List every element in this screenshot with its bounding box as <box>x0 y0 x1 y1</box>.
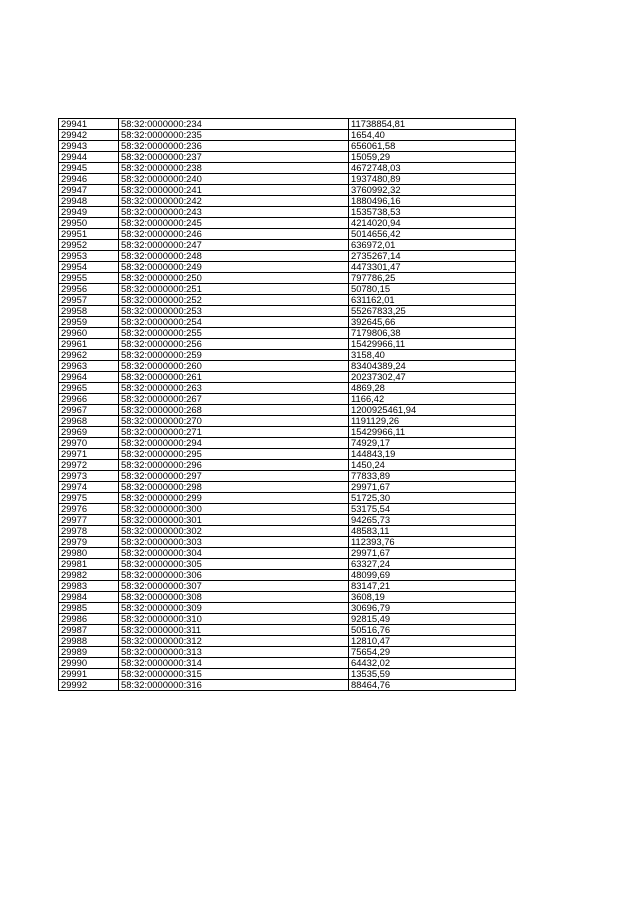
table-row <box>59 614 516 625</box>
table-row <box>59 515 516 526</box>
row-number-cell: 29990 <box>59 658 119 669</box>
cadastral-number-cell: 58:32:0000000:235 <box>119 130 349 141</box>
row-number-cell: 29949 <box>59 207 119 218</box>
cadastral-number-cell: 58:32:0000000:234 <box>119 119 349 130</box>
row-number-cell: 29950 <box>59 218 119 229</box>
table-row <box>59 317 516 328</box>
row-number-cell: 29958 <box>59 306 119 317</box>
cadastral-number-cell: 58:32:0000000:238 <box>119 163 349 174</box>
value-cell: 50780,15 <box>349 284 516 295</box>
table-row <box>59 306 516 317</box>
cadastral-number-cell: 58:32:0000000:301 <box>119 515 349 526</box>
row-number-cell: 29983 <box>59 581 119 592</box>
row-number-cell: 29956 <box>59 284 119 295</box>
value-cell: 3608,19 <box>349 592 516 603</box>
value-cell: 1654,40 <box>349 130 516 141</box>
value-cell: 20237302,47 <box>349 372 516 383</box>
cadastral-number-cell: 58:32:0000000:254 <box>119 317 349 328</box>
table-row <box>59 625 516 636</box>
cadastral-number-cell: 58:32:0000000:252 <box>119 295 349 306</box>
cadastral-number-cell: 58:32:0000000:305 <box>119 559 349 570</box>
cadastral-number-cell: 58:32:0000000:251 <box>119 284 349 295</box>
value-cell: 92815,49 <box>349 614 516 625</box>
value-cell: 2735267,14 <box>349 251 516 262</box>
table-row <box>59 163 516 174</box>
value-cell: 1535738,53 <box>349 207 516 218</box>
table-row <box>59 240 516 251</box>
table-row <box>59 350 516 361</box>
value-cell: 7179806,38 <box>349 328 516 339</box>
value-cell: 63327,24 <box>349 559 516 570</box>
value-cell: 74929,17 <box>349 438 516 449</box>
row-number-cell: 29948 <box>59 196 119 207</box>
value-cell: 64432,02 <box>349 658 516 669</box>
row-number-cell: 29977 <box>59 515 119 526</box>
value-cell: 1200925461,94 <box>349 405 516 416</box>
table-row <box>59 152 516 163</box>
table-row <box>59 273 516 284</box>
table-row <box>59 548 516 559</box>
cadastral-number-cell: 58:32:0000000:310 <box>119 614 349 625</box>
row-number-cell: 29979 <box>59 537 119 548</box>
table-row <box>59 526 516 537</box>
value-cell: 631162,01 <box>349 295 516 306</box>
table-row <box>59 427 516 438</box>
cadastral-number-cell: 58:32:0000000:248 <box>119 251 349 262</box>
value-cell: 1166,42 <box>349 394 516 405</box>
cadastral-number-cell: 58:32:0000000:253 <box>119 306 349 317</box>
cadastral-number-cell: 58:32:0000000:295 <box>119 449 349 460</box>
table-row <box>59 537 516 548</box>
table-row <box>59 416 516 427</box>
row-number-cell: 29945 <box>59 163 119 174</box>
table-row <box>59 647 516 658</box>
value-cell: 15059,29 <box>349 152 516 163</box>
row-number-cell: 29984 <box>59 592 119 603</box>
row-number-cell: 29989 <box>59 647 119 658</box>
row-number-cell: 29981 <box>59 559 119 570</box>
cadastral-number-cell: 58:32:0000000:306 <box>119 570 349 581</box>
cadastral-number-cell: 58:32:0000000:302 <box>119 526 349 537</box>
cadastral-number-cell: 58:32:0000000:245 <box>119 218 349 229</box>
row-number-cell: 29974 <box>59 482 119 493</box>
value-cell: 83404389,24 <box>349 361 516 372</box>
cadastral-number-cell: 58:32:0000000:296 <box>119 460 349 471</box>
table-row <box>59 130 516 141</box>
cadastral-number-cell: 58:32:0000000:240 <box>119 174 349 185</box>
row-number-cell: 29969 <box>59 427 119 438</box>
row-number-cell: 29960 <box>59 328 119 339</box>
value-cell: 636972,01 <box>349 240 516 251</box>
row-number-cell: 29992 <box>59 680 119 691</box>
cadastral-number-cell: 58:32:0000000:304 <box>119 548 349 559</box>
table-row <box>59 570 516 581</box>
table-row <box>59 262 516 273</box>
value-cell: 12810,47 <box>349 636 516 647</box>
row-number-cell: 29976 <box>59 504 119 515</box>
table-row <box>59 218 516 229</box>
table-row <box>59 680 516 691</box>
cadastral-number-cell: 58:32:0000000:267 <box>119 394 349 405</box>
cadastral-number-cell: 58:32:0000000:261 <box>119 372 349 383</box>
table-row <box>59 504 516 515</box>
table-row <box>59 658 516 669</box>
cadastral-number-cell: 58:32:0000000:247 <box>119 240 349 251</box>
cadastral-number-cell: 58:32:0000000:299 <box>119 493 349 504</box>
value-cell: 4473301,47 <box>349 262 516 273</box>
value-cell: 797786,25 <box>349 273 516 284</box>
table-row <box>59 636 516 647</box>
cadastral-number-cell: 58:32:0000000:316 <box>119 680 349 691</box>
value-cell: 51725,30 <box>349 493 516 504</box>
value-cell: 50516,76 <box>349 625 516 636</box>
value-cell: 29971,67 <box>349 482 516 493</box>
cadastral-number-cell: 58:32:0000000:270 <box>119 416 349 427</box>
row-number-cell: 29954 <box>59 262 119 273</box>
table-row <box>59 449 516 460</box>
row-number-cell: 29946 <box>59 174 119 185</box>
row-number-cell: 29975 <box>59 493 119 504</box>
table-row <box>59 471 516 482</box>
cadastral-number-cell: 58:32:0000000:297 <box>119 471 349 482</box>
table-row <box>59 328 516 339</box>
cadastral-number-cell: 58:32:0000000:260 <box>119 361 349 372</box>
value-cell: 1880496,16 <box>349 196 516 207</box>
table-row <box>59 174 516 185</box>
table-row <box>59 405 516 416</box>
value-cell: 48099,69 <box>349 570 516 581</box>
table-row <box>59 394 516 405</box>
value-cell: 48583,11 <box>349 526 516 537</box>
row-number-cell: 29966 <box>59 394 119 405</box>
cadastral-number-cell: 58:32:0000000:255 <box>119 328 349 339</box>
row-number-cell: 29987 <box>59 625 119 636</box>
row-number-cell: 29953 <box>59 251 119 262</box>
table-row <box>59 669 516 680</box>
cadastral-number-cell: 58:32:0000000:314 <box>119 658 349 669</box>
value-cell: 1450,24 <box>349 460 516 471</box>
table-row <box>59 339 516 350</box>
row-number-cell: 29963 <box>59 361 119 372</box>
cadastral-number-cell: 58:32:0000000:268 <box>119 405 349 416</box>
row-number-cell: 29959 <box>59 317 119 328</box>
row-number-cell: 29942 <box>59 130 119 141</box>
cadastral-number-cell: 58:32:0000000:263 <box>119 383 349 394</box>
value-cell: 83147,21 <box>349 581 516 592</box>
cadastral-number-cell: 58:32:0000000:309 <box>119 603 349 614</box>
value-cell: 94265,73 <box>349 515 516 526</box>
value-cell: 144843,19 <box>349 449 516 460</box>
cadastral-number-cell: 58:32:0000000:241 <box>119 185 349 196</box>
cadastral-number-cell: 58:32:0000000:259 <box>119 350 349 361</box>
row-number-cell: 29962 <box>59 350 119 361</box>
value-cell: 3158,40 <box>349 350 516 361</box>
value-cell: 53175,54 <box>349 504 516 515</box>
row-number-cell: 29985 <box>59 603 119 614</box>
cadastral-number-cell: 58:32:0000000:298 <box>119 482 349 493</box>
table-row <box>59 482 516 493</box>
row-number-cell: 29941 <box>59 119 119 130</box>
value-cell: 55267833,25 <box>349 306 516 317</box>
table-row <box>59 295 516 306</box>
cadastral-number-cell: 58:32:0000000:246 <box>119 229 349 240</box>
cadastral-number-cell: 58:32:0000000:242 <box>119 196 349 207</box>
cadastral-number-cell: 58:32:0000000:236 <box>119 141 349 152</box>
value-cell: 392645,66 <box>349 317 516 328</box>
value-cell: 1191129,26 <box>349 416 516 427</box>
row-number-cell: 29943 <box>59 141 119 152</box>
value-cell: 30696,79 <box>349 603 516 614</box>
row-number-cell: 29955 <box>59 273 119 284</box>
table-row <box>59 581 516 592</box>
table-row <box>59 438 516 449</box>
value-cell: 13535,59 <box>349 669 516 680</box>
table-row <box>59 141 516 152</box>
table-row <box>59 493 516 504</box>
value-cell: 4214020,94 <box>349 218 516 229</box>
value-cell: 11738854,81 <box>349 119 516 130</box>
row-number-cell: 29991 <box>59 669 119 680</box>
row-number-cell: 29980 <box>59 548 119 559</box>
row-number-cell: 29961 <box>59 339 119 350</box>
cadastral-number-cell: 58:32:0000000:307 <box>119 581 349 592</box>
table-row <box>59 559 516 570</box>
row-number-cell: 29952 <box>59 240 119 251</box>
cadastral-number-cell: 58:32:0000000:313 <box>119 647 349 658</box>
value-cell: 1937480,89 <box>349 174 516 185</box>
cadastral-number-cell: 58:32:0000000:250 <box>119 273 349 284</box>
value-cell: 15429966,11 <box>349 427 516 438</box>
row-number-cell: 29964 <box>59 372 119 383</box>
row-number-cell: 29982 <box>59 570 119 581</box>
row-number-cell: 29973 <box>59 471 119 482</box>
value-cell: 77833,89 <box>349 471 516 482</box>
row-number-cell: 29988 <box>59 636 119 647</box>
cadastral-number-cell: 58:32:0000000:243 <box>119 207 349 218</box>
value-cell: 4869,28 <box>349 383 516 394</box>
table-row <box>59 460 516 471</box>
value-cell: 75654,29 <box>349 647 516 658</box>
value-cell: 15429966,11 <box>349 339 516 350</box>
cadastral-number-cell: 58:32:0000000:300 <box>119 504 349 515</box>
row-number-cell: 29970 <box>59 438 119 449</box>
value-cell: 4672748,03 <box>349 163 516 174</box>
cadastral-value-table <box>58 118 516 691</box>
row-number-cell: 29972 <box>59 460 119 471</box>
cadastral-number-cell: 58:32:0000000:315 <box>119 669 349 680</box>
row-number-cell: 29986 <box>59 614 119 625</box>
cadastral-number-cell: 58:32:0000000:303 <box>119 537 349 548</box>
cadastral-number-cell: 58:32:0000000:311 <box>119 625 349 636</box>
table-row <box>59 229 516 240</box>
table-body <box>59 119 516 691</box>
row-number-cell: 29971 <box>59 449 119 460</box>
cadastral-number-cell: 58:32:0000000:256 <box>119 339 349 350</box>
row-number-cell: 29957 <box>59 295 119 306</box>
table-row <box>59 361 516 372</box>
cadastral-number-cell: 58:32:0000000:294 <box>119 438 349 449</box>
cadastral-number-cell: 58:32:0000000:308 <box>119 592 349 603</box>
value-cell: 29971,67 <box>349 548 516 559</box>
row-number-cell: 29944 <box>59 152 119 163</box>
cadastral-number-cell: 58:32:0000000:249 <box>119 262 349 273</box>
table-row <box>59 603 516 614</box>
table-row <box>59 185 516 196</box>
row-number-cell: 29965 <box>59 383 119 394</box>
value-cell: 112393,76 <box>349 537 516 548</box>
value-cell: 656061,58 <box>349 141 516 152</box>
value-cell: 5014656,42 <box>349 229 516 240</box>
table-row <box>59 284 516 295</box>
row-number-cell: 29947 <box>59 185 119 196</box>
table-row <box>59 251 516 262</box>
table-row <box>59 592 516 603</box>
cadastral-number-cell: 58:32:0000000:237 <box>119 152 349 163</box>
table-row <box>59 119 516 130</box>
row-number-cell: 29967 <box>59 405 119 416</box>
value-cell: 88464,76 <box>349 680 516 691</box>
value-cell: 3760992,32 <box>349 185 516 196</box>
table-row <box>59 207 516 218</box>
cadastral-number-cell: 58:32:0000000:271 <box>119 427 349 438</box>
row-number-cell: 29968 <box>59 416 119 427</box>
row-number-cell: 29951 <box>59 229 119 240</box>
table-row <box>59 372 516 383</box>
table-row <box>59 383 516 394</box>
cadastral-number-cell: 58:32:0000000:312 <box>119 636 349 647</box>
table-row <box>59 196 516 207</box>
row-number-cell: 29978 <box>59 526 119 537</box>
